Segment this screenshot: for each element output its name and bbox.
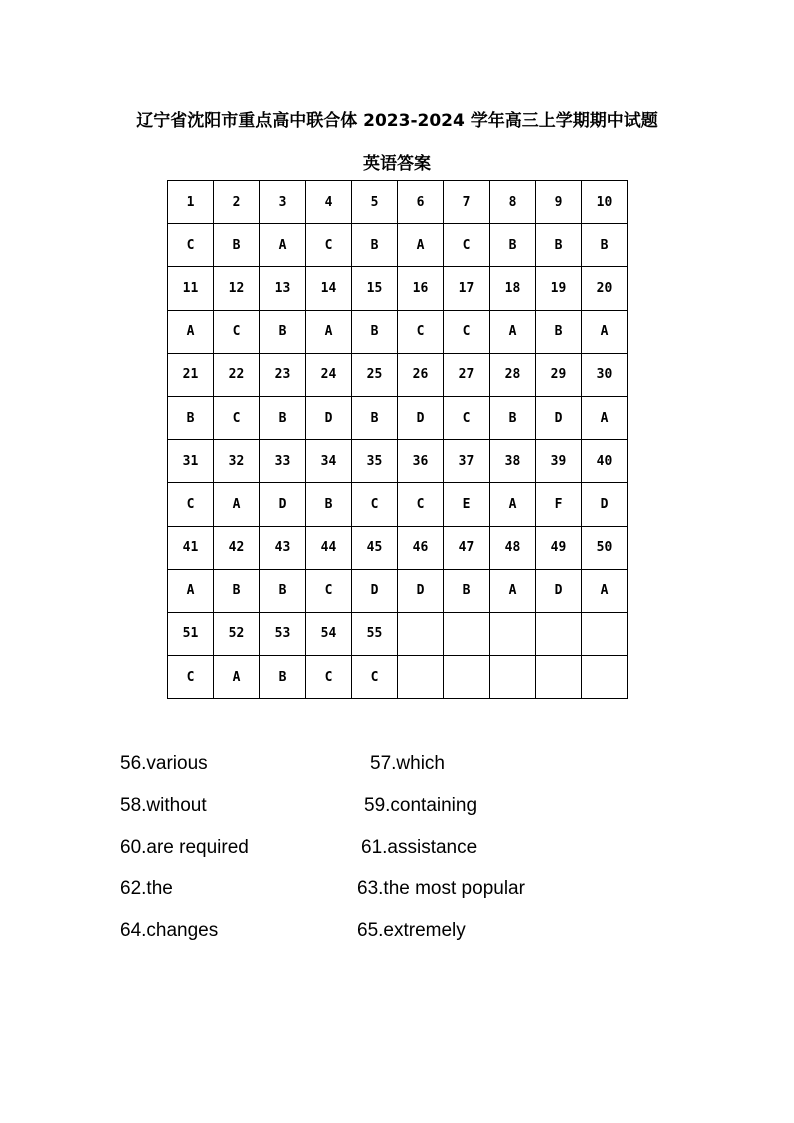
question-number-cell: 42: [214, 526, 260, 569]
answer-cell: E: [444, 483, 490, 526]
question-number-row: [168, 353, 628, 396]
answer-cell: F: [536, 483, 582, 526]
question-number-cell: 13: [260, 267, 306, 310]
answer-cell: A: [582, 310, 628, 353]
answer-cell: D: [536, 569, 582, 612]
question-number-cell: [398, 612, 444, 655]
question-number-cell: 22: [214, 353, 260, 396]
answer-cell: D: [398, 569, 444, 612]
answer-cell: B: [490, 396, 536, 439]
question-number-cell: 26: [398, 353, 444, 396]
answer-65: 65.extremely: [357, 920, 466, 941]
question-number-cell: 12: [214, 267, 260, 310]
answer-cell: C: [398, 483, 444, 526]
answer-cell: B: [352, 396, 398, 439]
question-number-cell: 37: [444, 440, 490, 483]
answer-cell: C: [214, 396, 260, 439]
question-number-cell: 43: [260, 526, 306, 569]
question-number-cell: 50: [582, 526, 628, 569]
question-number-cell: 27: [444, 353, 490, 396]
answer-cell: B: [582, 224, 628, 267]
question-number-cell: 20: [582, 267, 628, 310]
answer-cell: B: [352, 224, 398, 267]
answer-58: 58.without: [120, 795, 207, 816]
answer-cell: D: [352, 569, 398, 612]
answer-cell: A: [214, 656, 260, 699]
answer-cell: B: [490, 224, 536, 267]
answer-cell: A: [260, 224, 306, 267]
question-number-cell: 21: [168, 353, 214, 396]
answer-57: 57.which: [370, 753, 445, 774]
answer-56: 56.various: [120, 753, 208, 774]
answer-cell: D: [582, 483, 628, 526]
answer-cell: C: [444, 224, 490, 267]
question-number-cell: 45: [352, 526, 398, 569]
question-number-cell: 49: [536, 526, 582, 569]
answer-cell: C: [214, 310, 260, 353]
answer-cell: [490, 656, 536, 699]
question-number-cell: 35: [352, 440, 398, 483]
answer-cell: B: [536, 310, 582, 353]
answer-cell: D: [398, 396, 444, 439]
question-number-cell: 39: [536, 440, 582, 483]
answer-cell: C: [306, 656, 352, 699]
answer-cell: B: [444, 569, 490, 612]
answer-cell: C: [352, 483, 398, 526]
question-number-cell: 32: [214, 440, 260, 483]
answer-cell: A: [490, 569, 536, 612]
question-number-row: [168, 181, 628, 224]
answer-cell: C: [306, 224, 352, 267]
question-number-cell: 4: [306, 181, 352, 224]
question-number-cell: 7: [444, 181, 490, 224]
answer-64: 64.changes: [120, 920, 219, 941]
question-number-cell: 46: [398, 526, 444, 569]
question-number-cell: 18: [490, 267, 536, 310]
question-number-cell: 36: [398, 440, 444, 483]
question-number-cell: 55: [352, 612, 398, 655]
answer-cell: [536, 656, 582, 699]
answer-60: 60.are required: [120, 837, 249, 858]
question-number-cell: 10: [582, 181, 628, 224]
question-number-cell: 29: [536, 353, 582, 396]
answer-table: [167, 180, 628, 699]
question-number-cell: 2: [214, 181, 260, 224]
question-number-row: [168, 440, 628, 483]
answer-cell: B: [260, 396, 306, 439]
question-number-cell: 30: [582, 353, 628, 396]
question-number-cell: 48: [490, 526, 536, 569]
answer-cell: B: [168, 396, 214, 439]
question-number-cell: 5: [352, 181, 398, 224]
answer-key-row: [168, 396, 628, 439]
answer-key-row: [168, 656, 628, 699]
answer-63: 63.the most popular: [357, 878, 525, 899]
question-number-row: [168, 526, 628, 569]
question-number-cell: 25: [352, 353, 398, 396]
answer-cell: C: [352, 656, 398, 699]
question-number-cell: 34: [306, 440, 352, 483]
question-number-cell: 16: [398, 267, 444, 310]
answer-cell: C: [168, 656, 214, 699]
question-number-cell: 47: [444, 526, 490, 569]
question-number-cell: 41: [168, 526, 214, 569]
answer-key-row: [168, 569, 628, 612]
question-number-cell: 1: [168, 181, 214, 224]
question-number-cell: 52: [214, 612, 260, 655]
question-number-cell: 38: [490, 440, 536, 483]
answer-cell: A: [168, 310, 214, 353]
question-number-cell: 40: [582, 440, 628, 483]
answer-key-row: [168, 483, 628, 526]
page-subtitle: 英语答案: [363, 154, 431, 174]
answer-cell: A: [168, 569, 214, 612]
answer-cell: A: [214, 483, 260, 526]
answer-cell: C: [444, 310, 490, 353]
question-number-cell: 54: [306, 612, 352, 655]
answer-cell: C: [398, 310, 444, 353]
answer-cell: B: [536, 224, 582, 267]
question-number-cell: 8: [490, 181, 536, 224]
answer-62: 62.the: [120, 878, 173, 899]
answer-cell: A: [398, 224, 444, 267]
answer-cell: A: [582, 396, 628, 439]
answer-cell: [444, 656, 490, 699]
question-number-cell: 15: [352, 267, 398, 310]
answer-cell: B: [352, 310, 398, 353]
answer-cell: D: [536, 396, 582, 439]
question-number-cell: [444, 612, 490, 655]
answer-cell: C: [444, 396, 490, 439]
page-title: 辽宁省沈阳市重点高中联合体 2023-2024 学年高三上学期期中试题: [136, 111, 658, 131]
answer-key-row: [168, 224, 628, 267]
answer-cell: D: [306, 396, 352, 439]
answer-cell: C: [168, 224, 214, 267]
answer-cell: A: [490, 483, 536, 526]
question-number-cell: 3: [260, 181, 306, 224]
answer-cell: [398, 656, 444, 699]
answer-cell: B: [260, 656, 306, 699]
answer-cell: B: [306, 483, 352, 526]
question-number-row: [168, 612, 628, 655]
question-number-cell: 31: [168, 440, 214, 483]
question-number-cell: 17: [444, 267, 490, 310]
answer-cell: D: [260, 483, 306, 526]
answer-cell: C: [168, 483, 214, 526]
question-number-cell: 51: [168, 612, 214, 655]
question-number-row: [168, 267, 628, 310]
answer-cell: A: [490, 310, 536, 353]
question-number-cell: 14: [306, 267, 352, 310]
question-number-cell: [536, 612, 582, 655]
question-number-cell: 24: [306, 353, 352, 396]
answer-cell: B: [260, 310, 306, 353]
answer-key-row: [168, 310, 628, 353]
question-number-cell: 28: [490, 353, 536, 396]
answer-cell: A: [582, 569, 628, 612]
question-number-cell: [582, 612, 628, 655]
answer-61: 61.assistance: [361, 837, 478, 858]
answer-cell: B: [214, 224, 260, 267]
question-number-cell: [490, 612, 536, 655]
answer-cell: B: [214, 569, 260, 612]
answer-cell: A: [306, 310, 352, 353]
answer-cell: C: [306, 569, 352, 612]
answer-59: 59.containing: [364, 795, 478, 816]
question-number-cell: 6: [398, 181, 444, 224]
question-number-cell: 11: [168, 267, 214, 310]
question-number-cell: 33: [260, 440, 306, 483]
answer-cell: [582, 656, 628, 699]
question-number-cell: 19: [536, 267, 582, 310]
question-number-cell: 53: [260, 612, 306, 655]
question-number-cell: 9: [536, 181, 582, 224]
question-number-cell: 44: [306, 526, 352, 569]
question-number-cell: 23: [260, 353, 306, 396]
answer-cell: B: [260, 569, 306, 612]
